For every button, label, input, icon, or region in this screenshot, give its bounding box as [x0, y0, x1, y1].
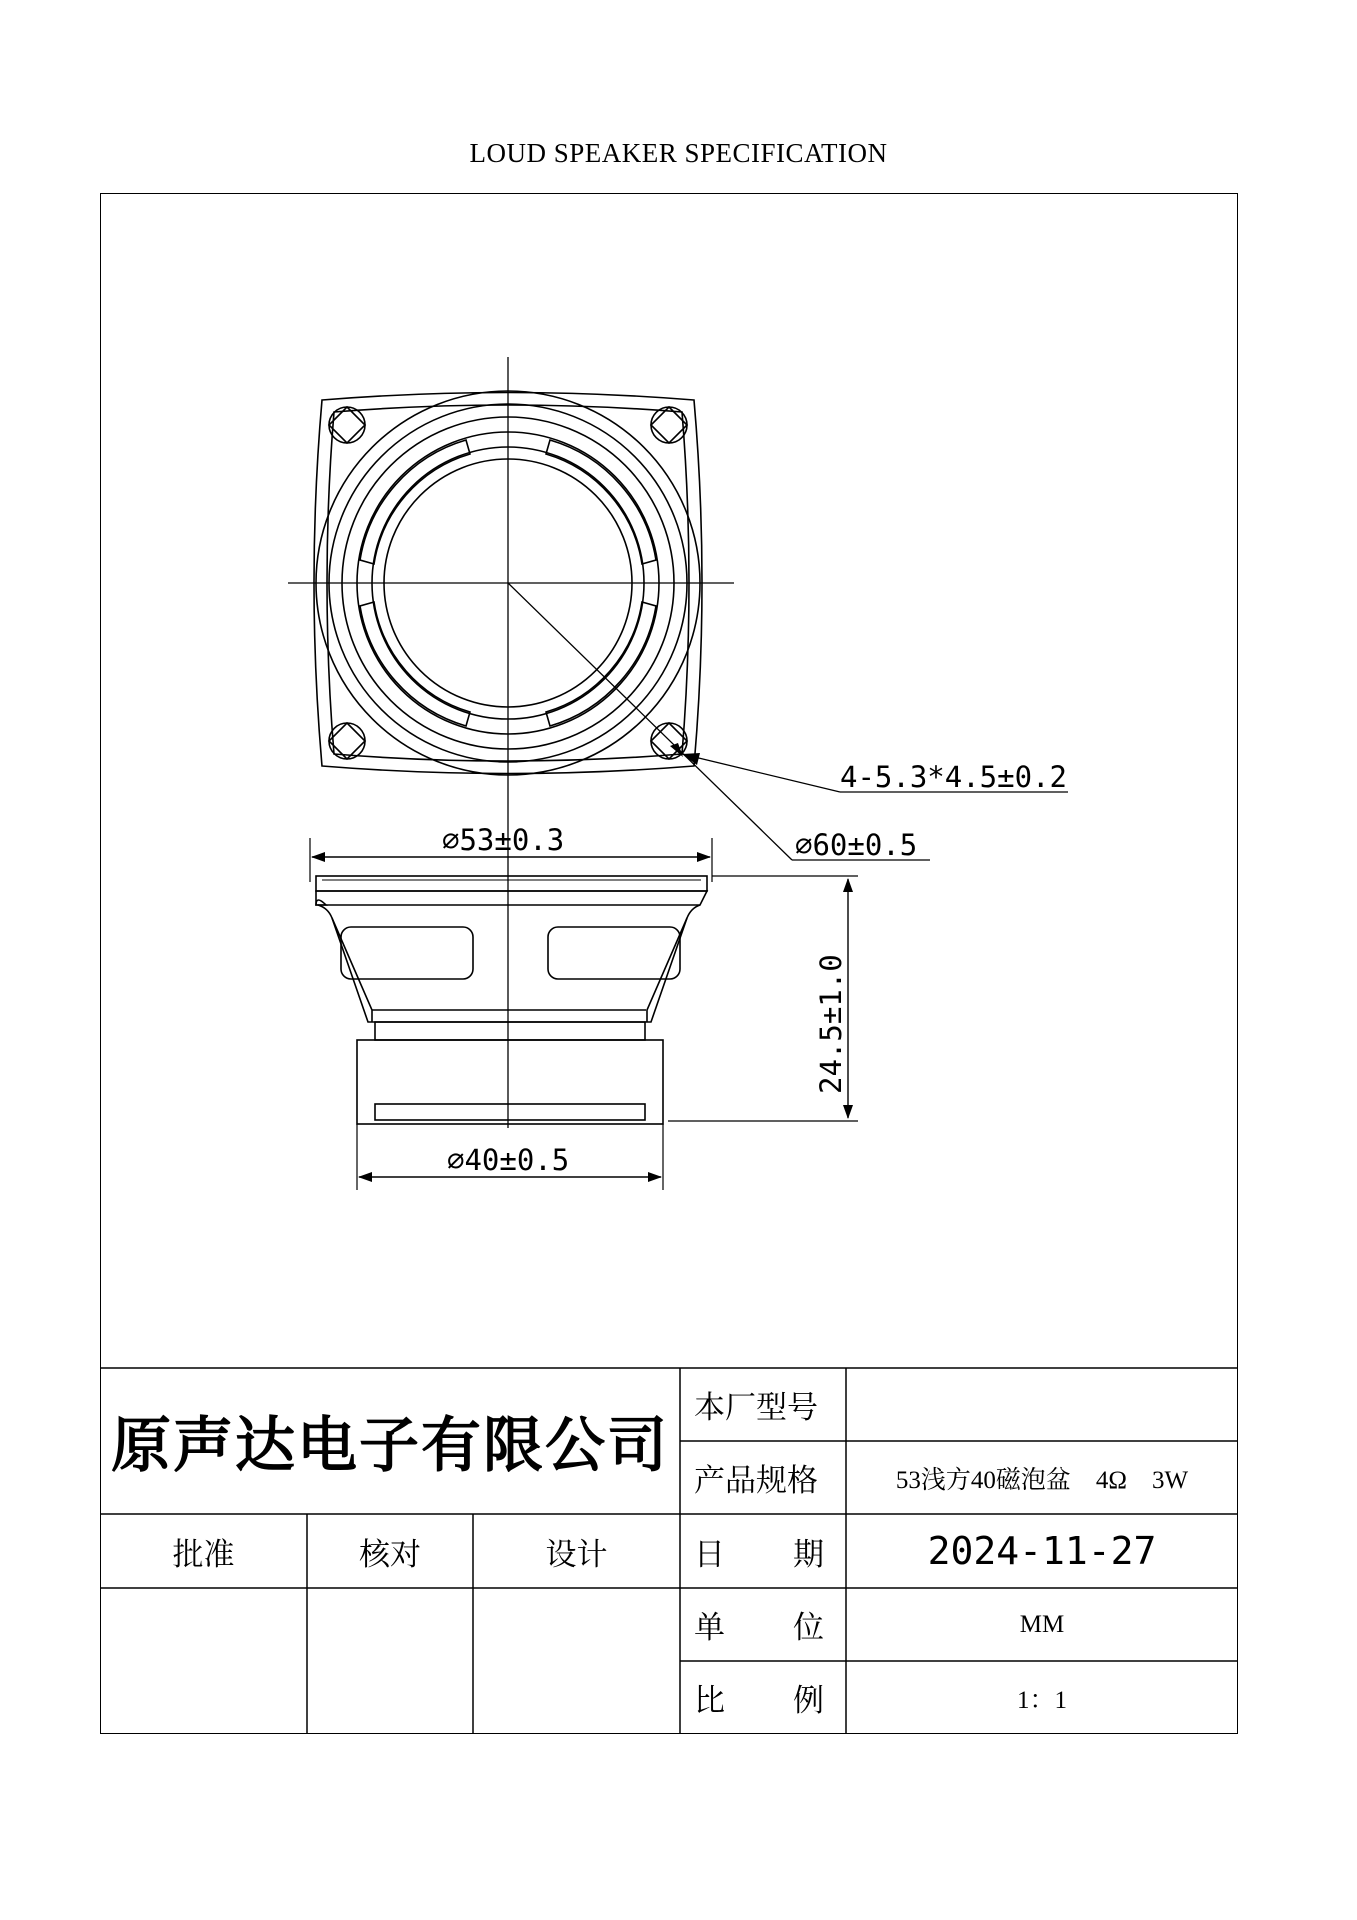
- mount-hole-dimension: 4-5.3*4.5±0.2: [840, 760, 1067, 794]
- scale-label-char: 例: [793, 1683, 824, 1719]
- date-label-char: 日: [694, 1536, 725, 1573]
- scale-label-char: 比: [694, 1683, 725, 1719]
- basket: [318, 905, 700, 1022]
- height-dimension: 24.5±1.0: [814, 954, 848, 1094]
- mounting-hole: [651, 407, 687, 443]
- outer-diameter-dimension: ∅60±0.5: [795, 828, 918, 862]
- magnet-diameter-dimension: ∅40±0.5: [447, 1143, 570, 1177]
- design-label: 设计: [545, 1536, 608, 1573]
- approve-label: 批准: [172, 1536, 235, 1573]
- date-label-char: 期: [793, 1536, 824, 1573]
- magnet: [357, 1040, 663, 1124]
- unit-label-char: 单: [694, 1610, 725, 1646]
- mounting-hole: [329, 407, 365, 443]
- mounting-hole: [329, 723, 365, 759]
- center-lines: [288, 357, 734, 1128]
- basket-window: [548, 927, 680, 979]
- spec-value: 53浅方40磁泡盆 4Ω 3W: [895, 1466, 1189, 1494]
- company-name: 原声达电子有限公司: [111, 1411, 669, 1481]
- leader-arrow: [682, 753, 700, 765]
- date-value: 2024-11-27: [927, 1529, 1157, 1573]
- scale-value: 1：1: [1016, 1686, 1067, 1714]
- factory-model-value: [846, 1368, 1238, 1441]
- unit-label-char: 位: [793, 1610, 824, 1646]
- side-view: [316, 876, 707, 1124]
- check-label: 核对: [359, 1536, 421, 1573]
- top-diameter-dimension: ∅53±0.3: [442, 823, 565, 857]
- leader-lines: [508, 583, 1068, 860]
- unit-label: [680, 1588, 846, 1661]
- unit-value: MM: [1019, 1610, 1065, 1638]
- spec-label: 产品规格: [694, 1463, 818, 1499]
- page-title: LOUD SPEAKER SPECIFICATION: [469, 138, 888, 168]
- date-label: [680, 1514, 846, 1588]
- basket-window: [341, 927, 473, 979]
- factory-model-label: 本厂型号: [694, 1390, 818, 1426]
- scale-label: [680, 1661, 846, 1734]
